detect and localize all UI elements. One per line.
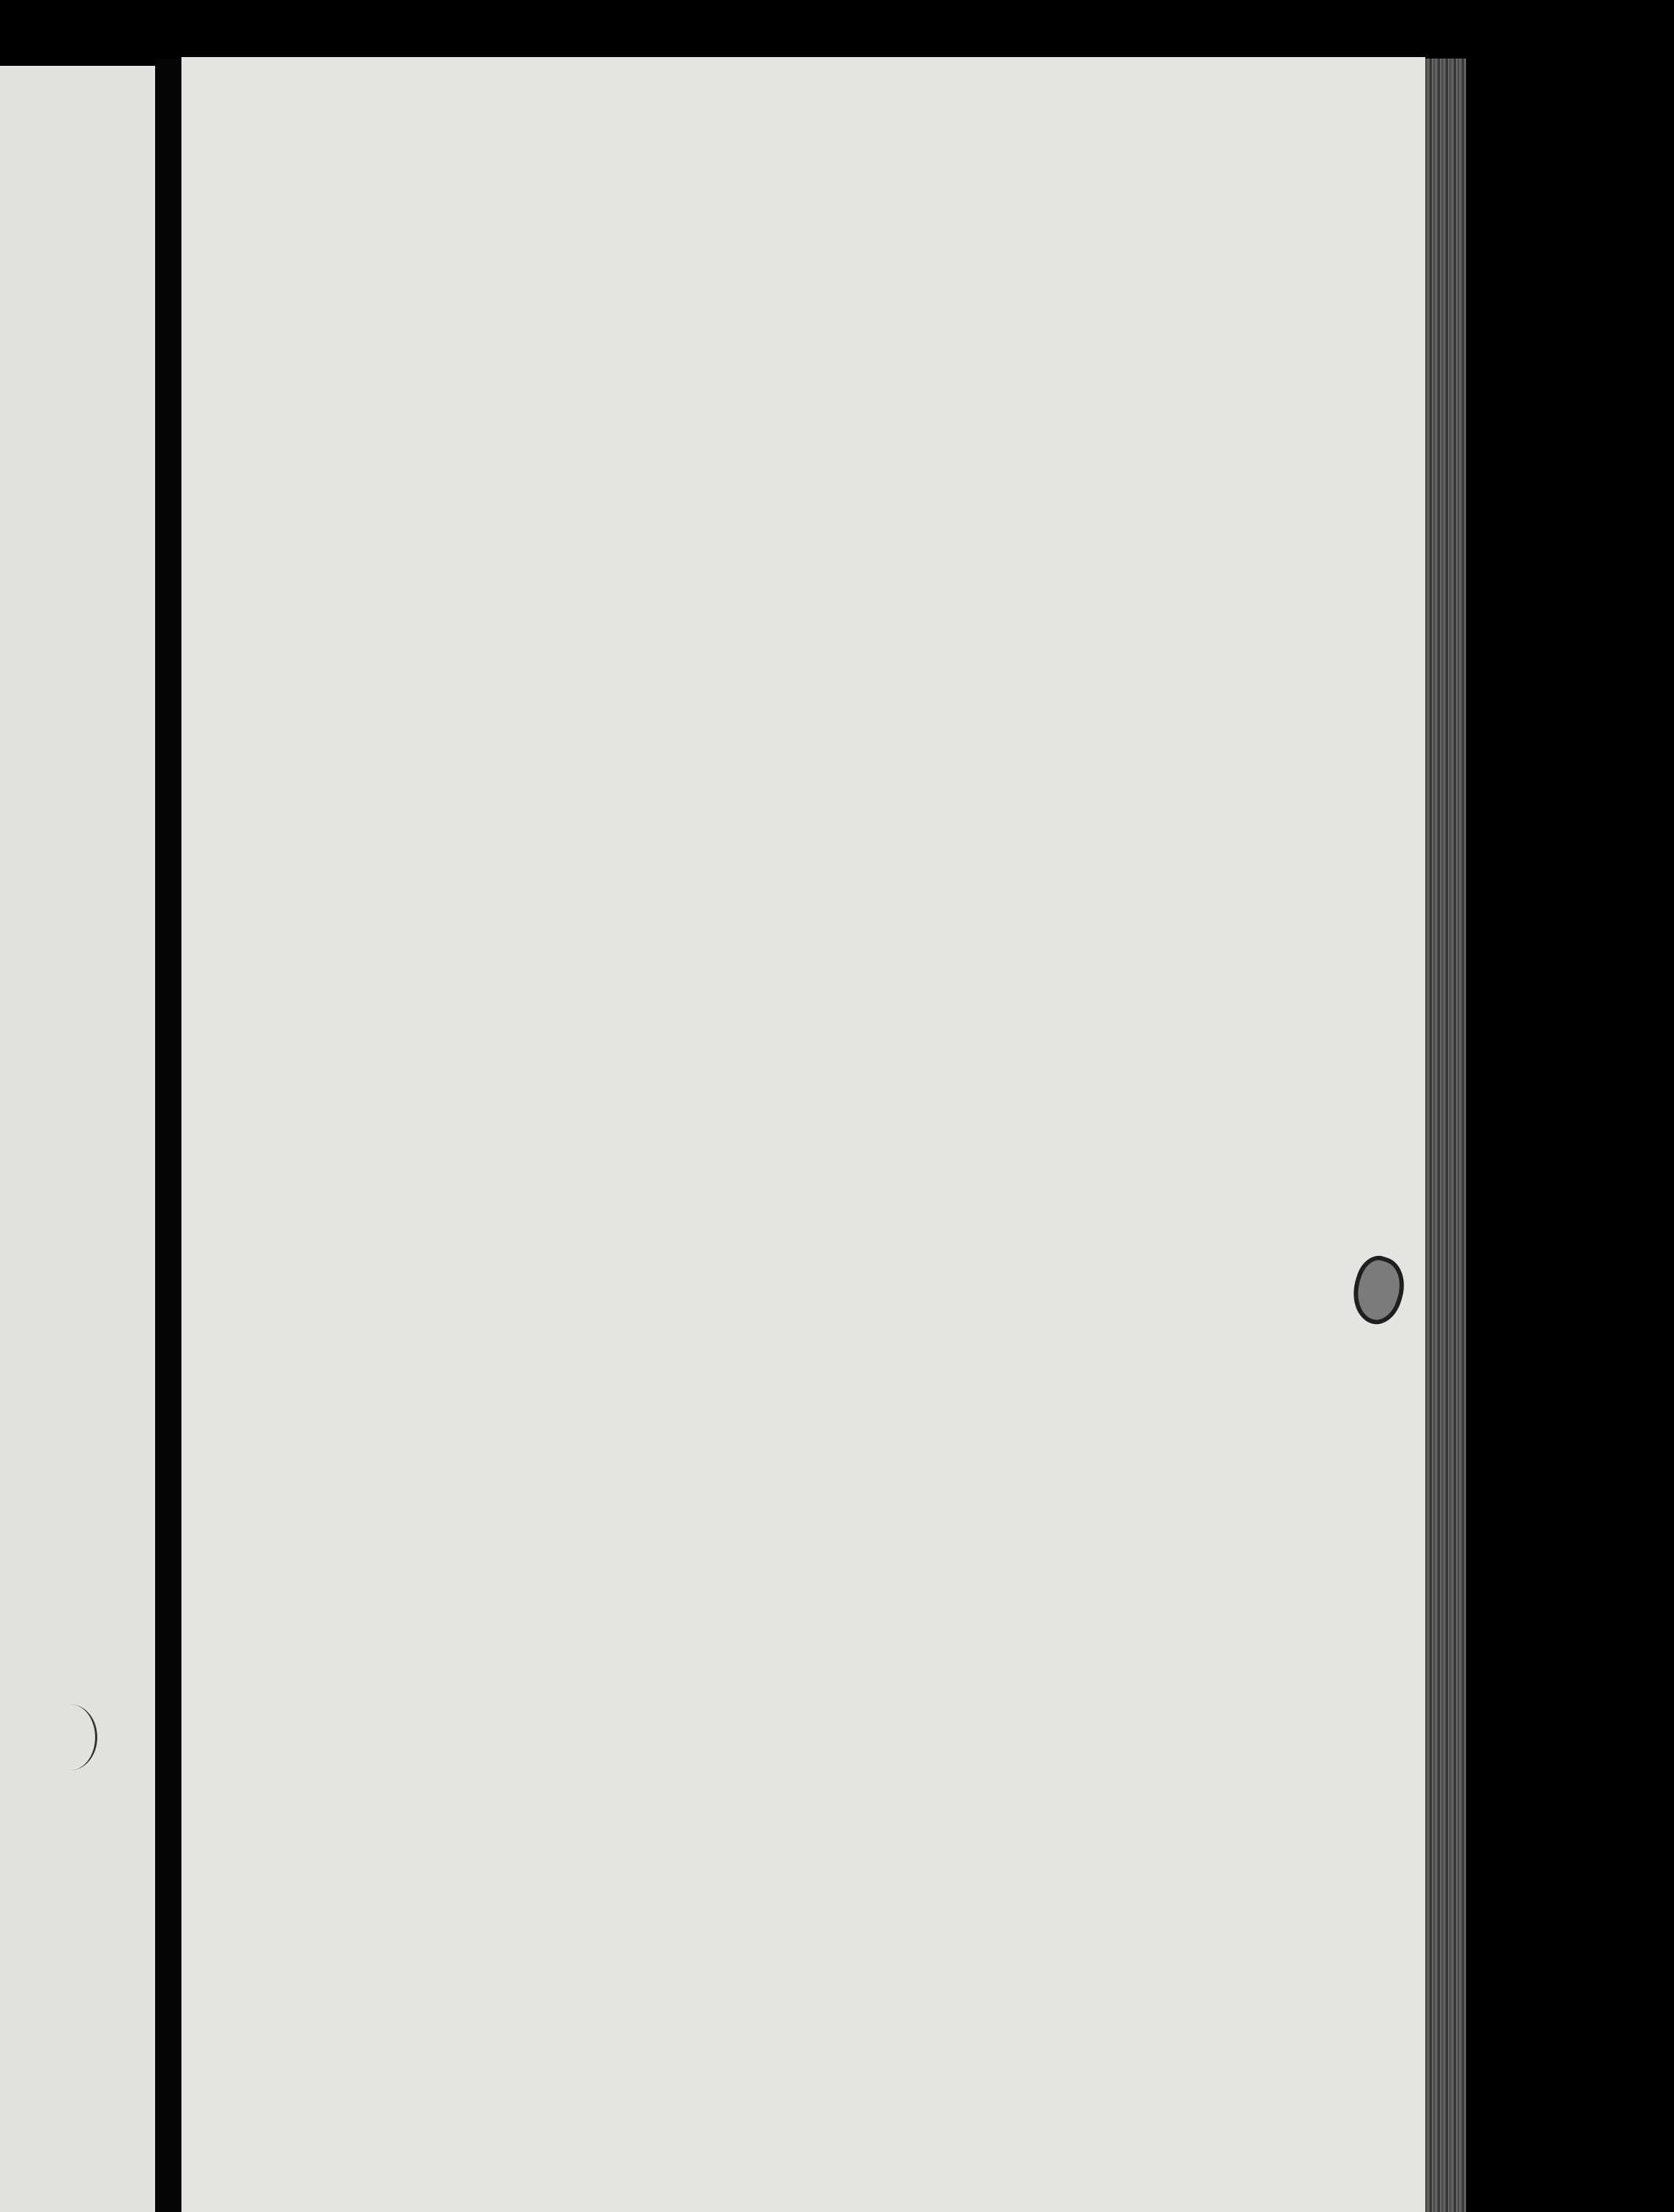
page-edge (1425, 59, 1466, 2212)
running-head (181, 240, 1425, 284)
book-gutter (155, 59, 181, 2212)
left-page (0, 66, 155, 2212)
ink-smudge (1344, 1251, 1412, 1331)
right-page (181, 57, 1425, 2212)
pencil-mark (44, 1704, 97, 1770)
